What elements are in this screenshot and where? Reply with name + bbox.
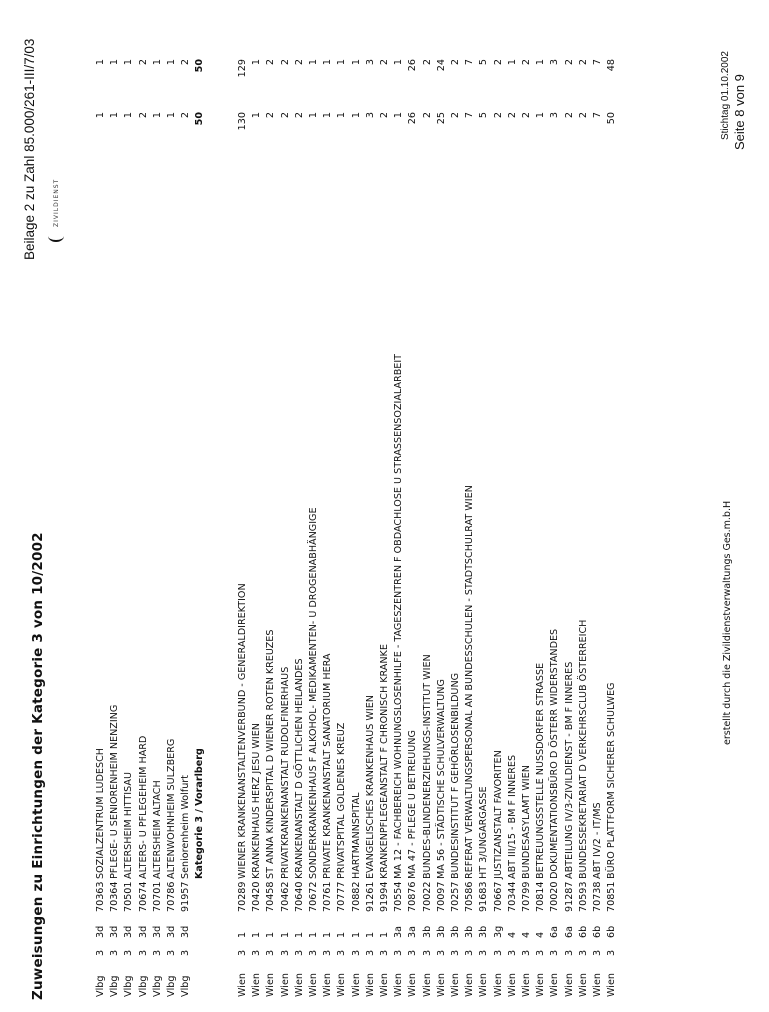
cell-name: REFERAT VERWALTUNGSPERSONAL AN BUNDESSCHULEN - STADTSCHULRAT WIEN: [464, 485, 476, 879]
cell-region: Wien: [393, 973, 405, 997]
zivildienst-logo: [48, 179, 64, 242]
cell-region: Wien: [421, 973, 433, 997]
cell-cat: 3: [251, 949, 263, 956]
cell-name: ABT III/15 - BM F INNERES: [506, 754, 518, 879]
cell-name: Seniorenheim Wolfurt: [180, 775, 192, 879]
cell-name: ABT IV/2 - IT/MS: [592, 802, 603, 879]
cell-sub: 1: [279, 931, 291, 938]
table-row: [577, 0, 591, 1012]
cell-b: 1: [123, 59, 135, 66]
cell-id: 91994: [379, 881, 390, 912]
cell-b: 7: [464, 59, 476, 66]
cell-id: 70593: [577, 881, 589, 912]
cell-name: HARTMANNSPITAL: [350, 792, 362, 879]
cell-b: 50: [194, 59, 205, 73]
cell-name: PRIVATSPITAL GOLDENES KREUZ: [336, 722, 348, 879]
cell-b: 2: [279, 59, 291, 66]
cell-b: 2: [563, 59, 575, 66]
cell-name: SOZIALZENTRUM LUDESCH: [95, 748, 106, 879]
cell-cat: 3: [322, 949, 334, 956]
table-row: [165, 0, 179, 1012]
table-row: [151, 0, 165, 1012]
cell-name: KRANKENANSTALT D GÖTTLICHEN HEILANDES: [293, 658, 305, 879]
cell-a: 2: [577, 112, 589, 119]
cell-b: 2: [180, 59, 192, 66]
cell-sub: 4: [535, 931, 547, 938]
cell-sub: 1: [308, 931, 319, 938]
cell-a: 3: [364, 112, 376, 119]
cell-cat: 3: [393, 949, 405, 956]
table-row: [307, 0, 321, 1012]
cell-a: 25: [435, 112, 447, 125]
cell-a: 2: [265, 112, 277, 119]
cell-cat: 3: [293, 949, 305, 956]
cell-id: 70364: [109, 881, 121, 912]
table-row: [108, 0, 122, 1012]
cell-name: MA 56 - STÄDTISCHE SCHULVERWALTUNG: [435, 679, 447, 879]
cell-id: 91287: [563, 881, 575, 912]
cell-region: Vlbg: [151, 975, 163, 997]
cell-cat: 3: [521, 949, 532, 956]
cell-sub: 4: [521, 931, 532, 938]
cell-name: JUSTIZANSTALT FAVORITEN: [492, 750, 504, 879]
cell-a: 1: [393, 112, 405, 119]
cell-region: Wien: [535, 973, 547, 997]
table-row: [293, 0, 307, 1012]
cell-id: 70462: [279, 881, 291, 912]
cell-id: 70701: [151, 881, 163, 912]
cell-name: BUNDESSEKRETARIAT D VERKEHRSCLUB ÖSTERREICH: [577, 619, 589, 879]
cell-name: BUNDES-BLINDENERZIEHUNGS-INSTITUT WIEN: [421, 654, 433, 879]
cell-region: Wien: [293, 973, 305, 997]
cell-name: SONDERKRANKENHAUS F ALKOHOL- MEDIKAMENTEN- U DROGENABHÄNGIGE: [308, 507, 319, 879]
cell-sub: 3b: [464, 925, 476, 938]
cell-name: BUNDESINSTITUT F GEHÖRLOSENBILDUNG: [450, 672, 461, 879]
table-row: [563, 0, 577, 1012]
cell-name: BETREUUNGSSTELLE NUSSDORFER STRASSE: [535, 662, 547, 879]
cell-cat: 3: [563, 949, 575, 956]
cell-name: ALTERSHEIM ALTACH: [151, 780, 163, 879]
cell-cat: 3: [279, 949, 291, 956]
cell-cat: 3: [464, 949, 476, 956]
cell-id: 70799: [521, 881, 532, 912]
cell-cat: 3: [166, 949, 177, 956]
cell-b: 1: [506, 59, 518, 66]
table-row: [378, 0, 392, 1012]
cell-a: 1: [322, 112, 334, 119]
cell-region: Wien: [407, 973, 419, 997]
cell-region: Wien: [563, 973, 575, 997]
cell-b: 1: [350, 59, 362, 66]
cell-region: Wien: [336, 973, 348, 997]
cell-b: 2: [379, 59, 390, 66]
cell-region: Wien: [592, 973, 603, 997]
cell-sub: 3d: [95, 925, 106, 938]
reference-date: Stichtag 01.10.2002: [720, 51, 731, 140]
cell-region: Wien: [322, 973, 334, 997]
cell-b: 2: [577, 59, 589, 66]
cell-id: 91261: [364, 881, 376, 912]
cell-a: 26: [407, 112, 419, 125]
cell-b: 2: [137, 59, 149, 66]
cell-id: 70257: [450, 881, 461, 912]
cell-sub: 3a: [393, 926, 405, 938]
cell-a: 2: [506, 112, 518, 119]
cell-cat: 3: [123, 949, 135, 956]
cell-a: 2: [521, 112, 532, 119]
cell-b: 3: [364, 59, 376, 66]
cell-cat: 3: [592, 949, 603, 956]
cell-a: 2: [421, 112, 433, 119]
cell-a: 1: [123, 112, 135, 119]
table-row: [520, 0, 534, 1012]
cell-name: PRIVATE KRANKENANSTALT SANATORIUM HERA: [322, 653, 334, 879]
cell-sub: 3d: [180, 925, 192, 938]
cell-region: Wien: [265, 973, 277, 997]
table-row: [137, 0, 151, 1012]
cell-a: 50: [194, 112, 205, 126]
cell-b: 1: [251, 59, 263, 66]
cell-name: MA 47 - PFLEGE U BETREUUNG: [407, 730, 419, 879]
cell-sub: 6b: [606, 925, 618, 938]
table-row: [449, 0, 463, 1012]
cell-sub: 3d: [109, 925, 121, 938]
cell-region: Wien: [549, 973, 561, 997]
cell-id: 70022: [421, 881, 433, 912]
table-row: [335, 0, 349, 1012]
cell-a: 1: [350, 112, 362, 119]
cell-b: 2: [265, 59, 277, 66]
logo-text: ZIVILDIENST: [52, 178, 60, 227]
cell-b: 5: [478, 59, 490, 66]
table-row: [321, 0, 335, 1012]
cell-cat: 3: [109, 949, 121, 956]
cell-region: Wien: [521, 973, 532, 997]
cell-id: 70738: [592, 881, 603, 912]
cell-sub: 3b: [435, 925, 447, 938]
cell-id: 70640: [293, 881, 305, 912]
cell-id: 70667: [492, 881, 504, 912]
cell-region: Wien: [464, 973, 476, 997]
cell-sub: 3b: [450, 925, 461, 938]
cell-a: 1: [151, 112, 163, 119]
cell-id: 70851: [606, 881, 618, 912]
cell-name: KRANKENHAUS HERZ JESU WIEN: [251, 723, 263, 879]
cell-region: Wien: [492, 973, 504, 997]
cell-b: 48: [606, 59, 618, 72]
table-row: [406, 0, 420, 1012]
cell-label: Kategorie 3 / Vorarlberg: [194, 748, 205, 879]
cell-a: 2: [563, 112, 575, 119]
cell-id: 70554: [393, 881, 405, 912]
cell-b: 2: [521, 59, 532, 66]
cell-region: Wien: [577, 973, 589, 997]
cell-id: 70586: [464, 881, 476, 912]
page-number: Seite 8 von 9: [732, 74, 747, 150]
cell-id: 70814: [535, 881, 547, 912]
cell-sub: 1: [336, 931, 348, 938]
cell-b: 3: [549, 59, 561, 66]
cell-a: 1: [251, 112, 263, 119]
cell-sub: 1: [350, 931, 362, 938]
cell-sub: 1: [293, 931, 305, 938]
cell-cat: 3: [506, 949, 518, 956]
cell-a: 7: [464, 112, 476, 119]
cell-id: 70289: [237, 881, 248, 912]
cell-b: 2: [450, 59, 461, 66]
cell-sub: 3b: [478, 925, 490, 938]
footer-created-by: erstellt durch die Zivildienstverwaltungs Ges.m.b.H: [722, 500, 733, 745]
table-row: [605, 0, 619, 1012]
cell-cat: 3: [478, 949, 490, 956]
table-row: [591, 0, 605, 1012]
cell-id: 70020: [549, 881, 561, 912]
cell-cat: 3: [450, 949, 461, 956]
cell-id: 91957: [180, 881, 192, 912]
cell-a: 2: [180, 112, 192, 119]
cell-name: BÜRO PLATTFORM SICHERER SCHULWEG: [606, 682, 618, 879]
cell-id: 70786: [166, 881, 177, 912]
cell-sub: 1: [322, 931, 334, 938]
cell-b: 26: [407, 59, 419, 72]
cell-name: EVANGELISCHES KRANKENHAUS WIEN: [364, 695, 376, 879]
cell-cat: 3: [421, 949, 433, 956]
cell-a: 5: [478, 112, 490, 119]
cell-b: 129: [237, 59, 248, 78]
cell-name: KRANKENPFLEGEANSTALT F CHRONISCH KRANKE: [379, 644, 390, 879]
cell-cat: 3: [137, 949, 149, 956]
cell-sub: 1: [251, 931, 263, 938]
cell-a: 1: [95, 112, 106, 119]
cell-cat: 3: [265, 949, 277, 956]
cell-id: 70501: [123, 881, 135, 912]
cell-sub: 1: [237, 931, 248, 938]
table-row: [463, 0, 477, 1012]
cell-name: WIENER KRANKENANSTALTENVERBUND - GENERALDIREKTION: [237, 583, 248, 879]
cell-cat: 3: [407, 949, 419, 956]
cell-region: Wien: [364, 973, 376, 997]
cell-b: 1: [535, 59, 547, 66]
page-title: Zuweisungen zu Einrichtungen der Kategorie 3 von 10/2002: [30, 532, 46, 1000]
table-row: [534, 0, 548, 1012]
cell-b: 2: [492, 59, 504, 66]
cell-a: 130: [237, 112, 248, 131]
cell-region: Wien: [251, 973, 263, 997]
cell-sub: 6b: [577, 925, 589, 938]
cell-cat: 3: [237, 949, 248, 956]
cell-region: Vlbg: [166, 975, 177, 997]
cell-cat: 3: [577, 949, 589, 956]
cell-cat: 3: [350, 949, 362, 956]
cell-a: 1: [166, 112, 177, 119]
cell-b: 1: [166, 59, 177, 66]
cell-sub: 4: [506, 931, 518, 938]
cell-region: Vlbg: [95, 975, 106, 997]
cell-name: ALTERSHEIM HITTISAU: [123, 772, 135, 879]
cell-region: Vlbg: [109, 975, 121, 997]
cell-name: BUNDESASYLAMT WIEN: [521, 765, 532, 879]
cell-b: 2: [421, 59, 433, 66]
cell-sub: 3d: [137, 925, 149, 938]
cell-id: 70674: [137, 881, 149, 912]
cell-b: 1: [308, 59, 319, 66]
cell-cat: 3: [435, 949, 447, 956]
cell-name: PFLEGE- U SENIORENHEIM NENZING: [109, 704, 121, 879]
cell-a: 7: [592, 112, 603, 119]
cell-a: 2: [379, 112, 390, 119]
cell-a: 50: [606, 112, 618, 125]
cell-sub: 6a: [563, 926, 575, 938]
cell-sub: 3g: [492, 925, 504, 938]
cell-sub: 1: [364, 931, 376, 938]
cell-name: HT 3/UNGARGASSE: [478, 786, 490, 879]
cell-name: DOKUMENTATIONSBÜRO D ÖSTERR WIDERSTANDES: [549, 628, 561, 879]
table-row: [421, 0, 435, 1012]
cell-region: Wien: [379, 973, 390, 997]
cell-region: Vlbg: [123, 975, 135, 997]
table-row: [492, 0, 506, 1012]
cell-b: 24: [435, 59, 447, 72]
cell-b: 1: [95, 59, 106, 66]
table-row: [94, 0, 108, 1012]
cell-id: 70882: [350, 881, 362, 912]
cell-a: 1: [336, 112, 348, 119]
cell-b: 1: [322, 59, 334, 66]
cell-a: 2: [492, 112, 504, 119]
summary-row: [193, 0, 207, 1012]
cell-sub: 1: [379, 931, 390, 938]
cell-id: 70097: [435, 881, 447, 912]
cell-region: Wien: [350, 973, 362, 997]
cell-a: 2: [450, 112, 461, 119]
cell-sub: 3b: [421, 925, 433, 938]
cell-id: 70777: [336, 881, 348, 912]
cell-id: 70344: [506, 881, 518, 912]
table-row: [236, 0, 250, 1012]
table-row: [279, 0, 293, 1012]
cell-sub: 3d: [166, 925, 177, 938]
cell-region: Wien: [279, 973, 291, 997]
cell-b: 1: [393, 59, 405, 66]
table-row: [548, 0, 562, 1012]
table-row: [264, 0, 278, 1012]
cell-a: 1: [308, 112, 319, 119]
cell-cat: 3: [336, 949, 348, 956]
table-row: [364, 0, 378, 1012]
logo-arc-icon: [48, 230, 64, 242]
cell-sub: 6b: [592, 925, 603, 938]
cell-b: 1: [151, 59, 163, 66]
cell-a: 2: [293, 112, 305, 119]
cell-region: Wien: [237, 973, 248, 997]
reference-number: Beilage 2 zu Zahl 85.000/261-III/7/03: [22, 38, 37, 260]
cell-name: ALTERS- U PFLEGEHEIM HARD: [137, 735, 149, 879]
cell-name: ST ANNA KINDERSPITAL D WIENER ROTEN KREUZES: [265, 629, 277, 879]
cell-cat: 3: [379, 949, 390, 956]
cell-sub: 3d: [123, 925, 135, 938]
table-row: [435, 0, 449, 1012]
cell-b: 2: [293, 59, 305, 66]
cell-name: ABTEILUNG IV/3-ZIVILDIENST - BM F INNERES: [563, 661, 575, 879]
table-row: [392, 0, 406, 1012]
cell-name: ALTENWOHNHEIM SULZBERG: [166, 738, 177, 879]
cell-id: 91683: [478, 881, 490, 912]
cell-sub: 1: [265, 931, 277, 938]
cell-a: 2: [137, 112, 149, 119]
cell-region: Vlbg: [180, 975, 192, 997]
cell-a: 3: [549, 112, 561, 119]
cell-cat: 3: [308, 949, 319, 956]
cell-b: 7: [592, 59, 603, 66]
cell-name: MA 12 - FACHBEREICH WOHNUNGSLOSENHILFE - TAGESZENTREN F OBDACHLOSE U STRASSENSOZIALARBEIT: [393, 353, 405, 879]
cell-id: 70672: [308, 881, 319, 912]
table-row: [477, 0, 491, 1012]
table-row: [122, 0, 136, 1012]
cell-a: 1: [109, 112, 121, 119]
cell-sub: 3d: [151, 925, 163, 938]
cell-region: Wien: [308, 973, 319, 997]
cell-cat: 3: [606, 949, 618, 956]
cell-region: Vlbg: [137, 975, 149, 997]
table-row: [506, 0, 520, 1012]
cell-cat: 3: [180, 949, 192, 956]
cell-id: 70458: [265, 881, 277, 912]
cell-id: 70761: [322, 881, 334, 912]
cell-cat: 3: [151, 949, 163, 956]
cell-b: 1: [336, 59, 348, 66]
cell-cat: 3: [492, 949, 504, 956]
cell-cat: 3: [364, 949, 376, 956]
cell-cat: 3: [549, 949, 561, 956]
cell-region: Wien: [450, 973, 461, 997]
cell-region: Wien: [435, 973, 447, 997]
cell-cat: 3: [535, 949, 547, 956]
table-row: [350, 0, 364, 1012]
cell-id: 70363: [95, 881, 106, 912]
cell-id: 70876: [407, 881, 419, 912]
cell-id: 70420: [251, 881, 263, 912]
cell-sub: 3a: [407, 926, 419, 938]
table-row: [179, 0, 193, 1012]
cell-b: 1: [109, 59, 121, 66]
cell-cat: 3: [95, 949, 106, 956]
table-row: [250, 0, 264, 1012]
cell-region: Wien: [478, 973, 490, 997]
cell-region: Wien: [506, 973, 518, 997]
cell-name: PRIVATKRANKENANSTALT RUDOLFINERHAUS: [279, 666, 291, 879]
cell-a: 1: [535, 112, 547, 119]
cell-sub: 6a: [549, 926, 561, 938]
cell-a: 2: [279, 112, 291, 119]
cell-region: Wien: [606, 973, 618, 997]
